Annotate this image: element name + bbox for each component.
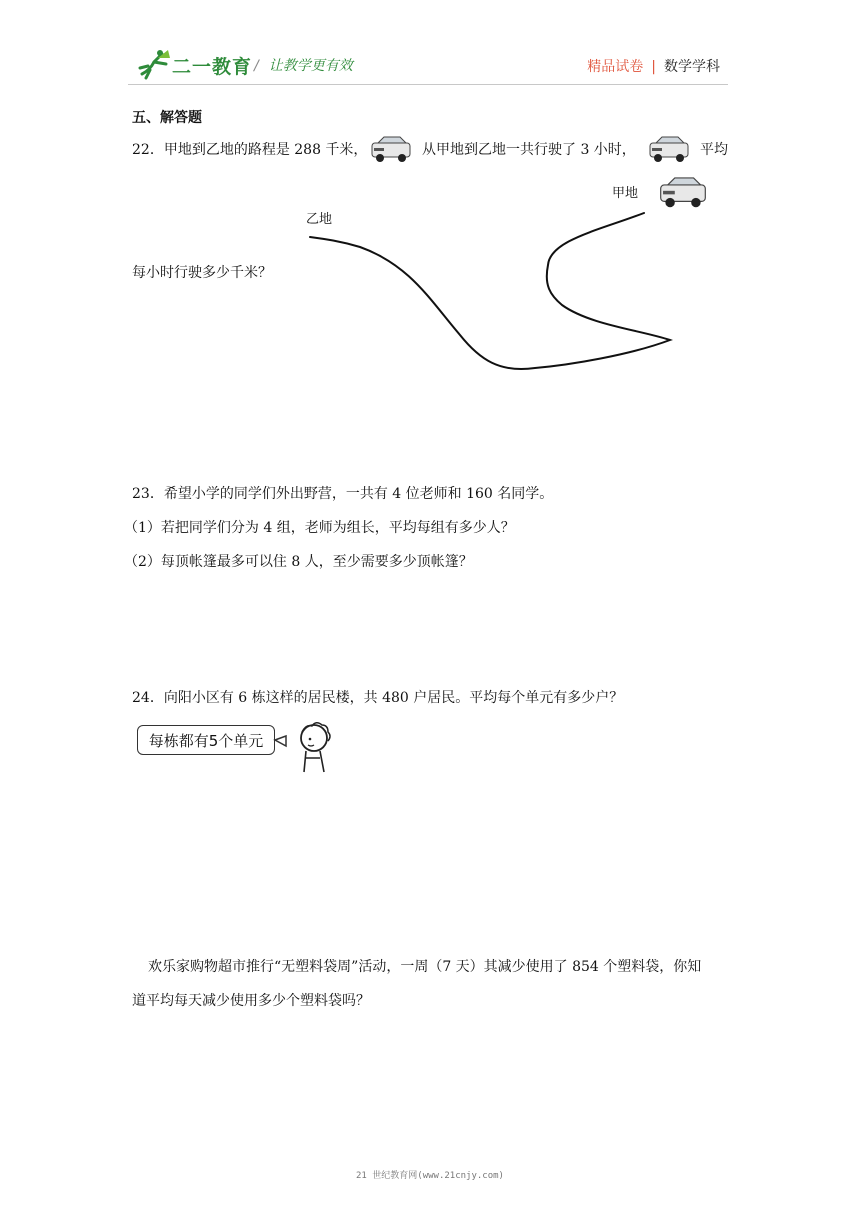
- car-icon: [646, 134, 692, 164]
- q24-text: 24．向阳小区有 6 栋这样的居民楼，共 480 户居民。平均每个单元有多少户？: [132, 690, 624, 706]
- q23-text: 23．希望小学的同学们外出野营，一共有 4 位老师和 160 名同学。: [132, 486, 554, 502]
- footer: 21 世纪教育网(www.21cnjy.com): [356, 1171, 504, 1181]
- section-title: 五、解答题: [132, 110, 202, 126]
- label-start: 甲地: [612, 185, 639, 200]
- runner-logo-icon: [136, 48, 172, 80]
- logo-text: 二一教育: [172, 56, 253, 78]
- label-end: 乙地: [306, 211, 333, 226]
- q22-part4: 每小时行驶多少千米？: [132, 265, 272, 281]
- q25-line1: 欢乐家购物超市推行“无塑料袋周”活动，一周（7 天）其减少使用了 854 个塑料袋，你知: [148, 959, 702, 975]
- tag-subject: 数学学科: [664, 59, 720, 75]
- q23-sub2: （2）每顶帐篷最多可以住 8 人，至少需要多少顶帐篷？: [124, 554, 473, 570]
- speech-bubble: 每栋都有5个单元: [137, 725, 275, 755]
- q22-part2: 从甲地到乙地一共行驶了 3 小时，: [422, 142, 636, 158]
- header-tags: [587, 56, 720, 76]
- child-figure-icon: [272, 718, 336, 778]
- header-logo: [136, 46, 376, 82]
- slogan-separator: /: [254, 58, 259, 74]
- q22-part3: 平均: [700, 142, 728, 158]
- tag-quality: 精品试卷: [587, 59, 644, 75]
- q23-sub1: （1）若把同学们分为 4 组，老师为组长，平均每组有多少人？: [124, 520, 515, 536]
- slogan-text: 让教学更有效: [268, 58, 353, 74]
- header-divider: [128, 84, 728, 85]
- q22-part1: 22．甲地到乙地的路程是 288 千米，: [132, 142, 368, 158]
- tag-separator: |: [651, 59, 656, 75]
- q25-line2: 道平均每天减少使用多少个塑料袋吗？: [132, 993, 370, 1009]
- slogan: [254, 55, 353, 75]
- route-path: [300, 205, 680, 380]
- car-icon: [368, 134, 414, 164]
